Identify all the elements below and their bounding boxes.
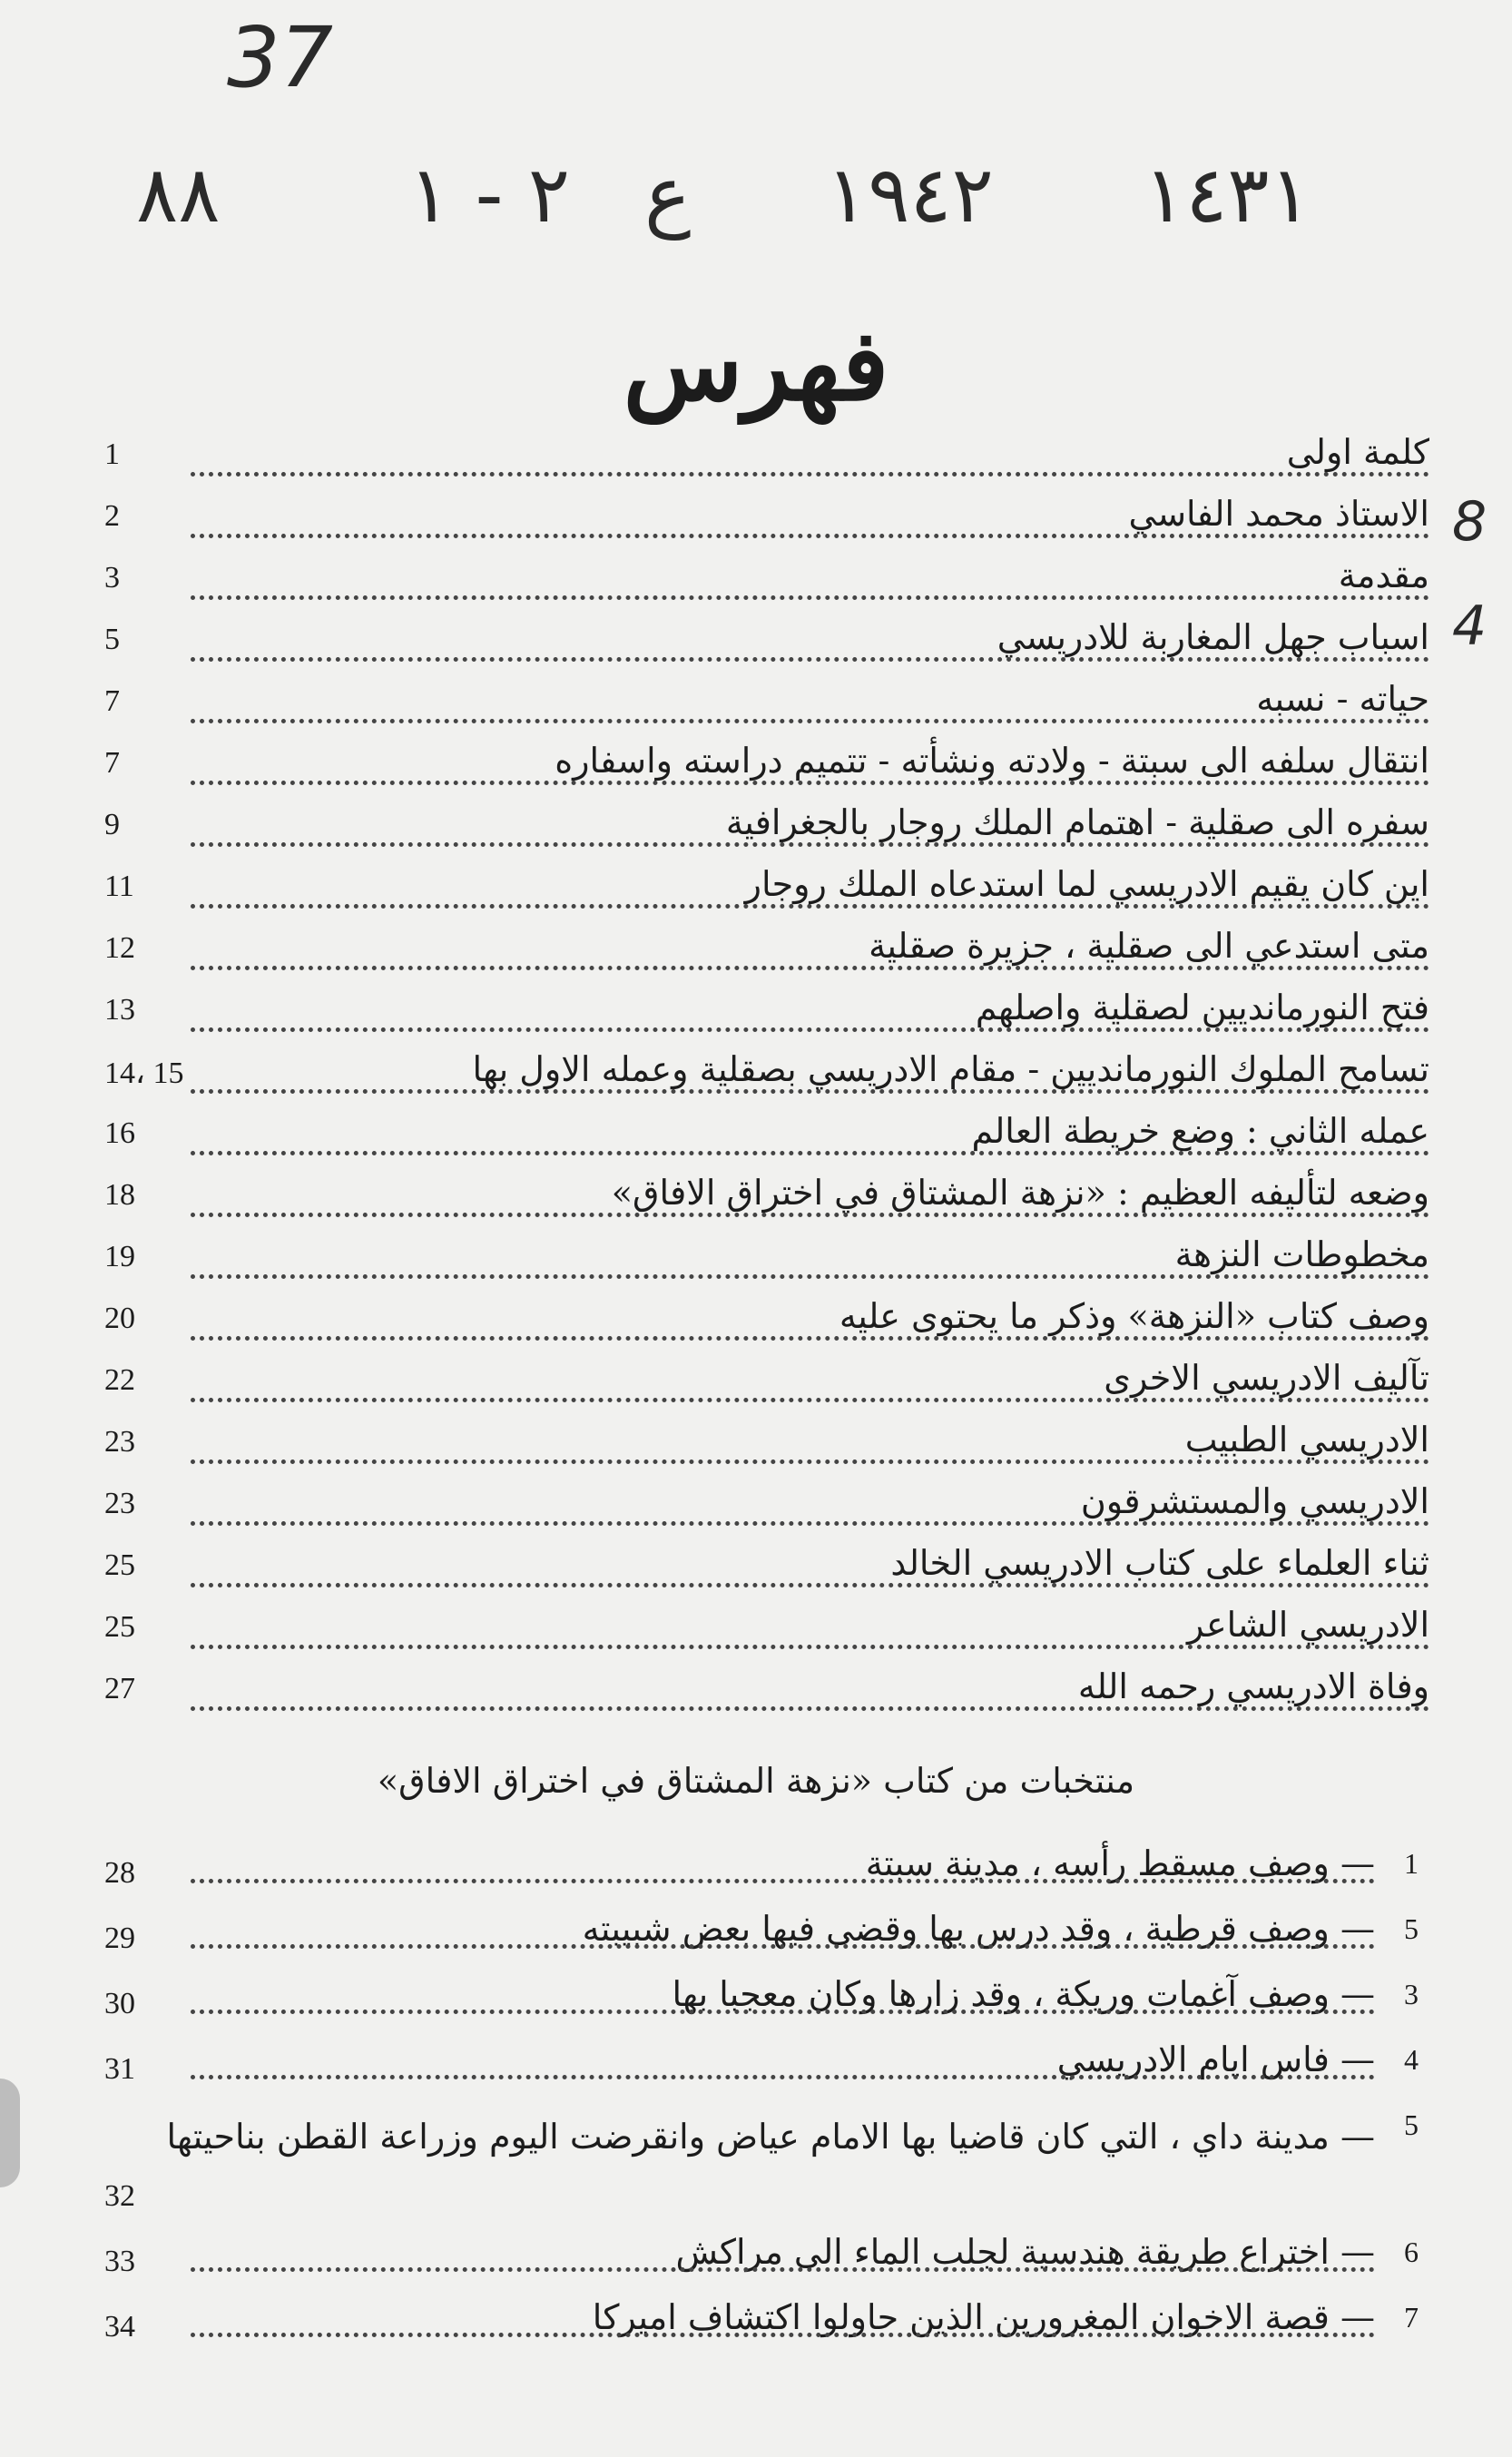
selection-entry [104,1838,1429,1903]
toc-entry [104,1167,1429,1229]
toc-entry [104,1538,1429,1599]
selection-entry [104,1903,1429,1969]
selection-entry [104,1969,1429,2034]
toc-page-number: 14، 15 [104,1057,184,1090]
selection-page-number: 34 [104,2310,135,2344]
selection-title: — قصة الاخوان المغرورين الذين حاولوا اكتشاف اميركا [580,2297,1375,2337]
toc-entry [104,1661,1429,1723]
selections-list [104,1838,1429,2357]
handwritten-mark: ٢ - ١ [408,150,571,241]
handwritten-mark: ١٩٤٢ [826,150,994,241]
page-title: فهرس [623,309,889,423]
toc-page-number: 12 [104,931,135,965]
dot-leader [191,1873,1375,1883]
toc-page-number: 23 [104,1425,135,1459]
toc-entry-title: اين كان يقيم الادريسي لما استدعاه الملك روجار [732,864,1429,904]
selection-index: 6 [1404,2236,1419,2268]
selection-index: 1 [1404,1847,1419,1880]
selection-title: — اختراع طريقة هندسية لجلب الماء الى مراكش [663,2232,1375,2272]
dot-leader [191,568,1429,600]
dot-leader [191,2004,1375,2014]
toc-page-number: 22 [104,1363,135,1397]
toc-page-number: 11 [104,870,134,903]
handwritten-mark: ١٤٣١ [1144,150,1311,241]
selection-title: — فاس ايام الادريسي [1045,2039,1375,2079]
toc-entry [104,1044,1429,1106]
toc-page-number: 27 [104,1672,135,1705]
toc-entry-title: انتقال سلفه الى سبتة - ولادته ونشأته - تتميم دراسته واسفاره [542,741,1429,781]
toc-entry-title: مخطوطات النزهة [1163,1234,1429,1274]
toc-page-number: 18 [104,1178,135,1212]
toc-entry [104,982,1429,1044]
toc-entry [104,488,1429,550]
handwritten-mark: ٨٨ [136,150,221,241]
toc-page-number: 7 [104,684,120,718]
toc-page-number: 19 [104,1240,135,1273]
toc-entry-title: ثناء العلماء على كتاب الادريسي الخالد [878,1543,1429,1583]
handwritten-catalog-line [136,150,1343,250]
selection-index: 5 [1404,2108,1419,2141]
selection-page-number: 29 [104,1921,135,1955]
toc-entry [104,1599,1429,1661]
toc-entry-title: الادريسي الشاعر [1174,1605,1429,1645]
toc-entry-title: الادريسي والمستشرقون [1068,1481,1429,1521]
selection-index: 5 [1404,1912,1419,1945]
toc-page-number: 25 [104,1548,135,1582]
toc-page-number: 7 [104,746,120,780]
selection-title: — مدينة داي ، التي كان قاضيا بها الامام عياض وانقرضت اليوم وزراعة القطن بناحيتها [166,2117,1375,2157]
toc-entry [104,1476,1429,1538]
toc-page-number: 16 [104,1116,135,1150]
toc-entry-title: اسباب جهل المغاربة للادريسي [985,617,1429,657]
toc-entry [104,673,1429,735]
selection-title: — وصف قرطبة ، وقد درس بها وقضى فيها بعض شبيبته [570,1909,1375,1949]
toc-page-number: 2 [104,499,120,533]
toc-entry [104,1106,1429,1167]
handwritten-page-number: 37 [227,9,334,106]
toc-entry-title: فتح النورمانديين لصقلية واصلهم [963,988,1429,1027]
selection-title: — وصف آغمات وريكة ، وقد زارها وكان معجبا بها [659,1974,1375,2014]
toc-entry-title: تآليف الادريسي الاخرى [1091,1358,1429,1398]
toc-entry [104,920,1429,982]
selection-title: — وصف مسقط رأسه ، مدينة سبتة [853,1843,1375,1883]
toc-entry-title: كلمة اولى [1274,432,1429,472]
selection-index: 4 [1404,2043,1419,2076]
selection-page-number: 32 [104,2179,135,2213]
handwritten-mark: ع [644,150,692,241]
toc-page-number: 20 [104,1302,135,1335]
selection-page-number: 28 [104,1856,135,1890]
toc-entry-title: وفاة الادريسي رحمه الله [1065,1666,1429,1706]
selection-entry [104,2099,1429,2226]
toc-entry-title: تسامح الملوك النورمانديين - مقام الادريسي بصقلية وعمله الاول بها [460,1049,1429,1089]
toc-entry [104,735,1429,797]
toc-entry [104,550,1429,612]
toc-entry-title: متى استدعي الى صقلية ، جزيرة صقلية [856,926,1429,966]
toc-entry [104,1352,1429,1414]
selection-index: 3 [1404,1978,1419,2010]
toc-page-number: 23 [104,1487,135,1520]
toc-entry-title: حياته - نسبه [1243,679,1429,719]
toc-page-number: 25 [104,1610,135,1644]
toc-entry-title: وضعه لتأليفه العظيم : «نزهة المشتاق في اختراق الافاق» [599,1173,1429,1213]
toc-entry-title: وصف كتاب «النزهة» وذكر ما يحتوى عليه [827,1296,1429,1336]
toc-entry [104,612,1429,673]
toc-entry [104,1291,1429,1352]
toc-entry [104,859,1429,920]
toc-entry-title: سفره الى صقلية - اهتمام الملك روجار بالجغرافية [713,802,1429,842]
toc-page-number: 5 [104,623,120,656]
toc-entry [104,1229,1429,1291]
selections-heading: منتخبات من كتاب «نزهة المشتاق في اختراق الافاق» [377,1761,1135,1801]
selection-entry [104,2034,1429,2099]
table-of-contents [104,427,1429,1723]
dot-leader [191,2262,1375,2272]
toc-page-number: 13 [104,993,135,1027]
toc-entry-title: الاستاذ محمد الفاسي [1116,494,1429,534]
toc-page-number: 1 [104,437,120,471]
selection-entry [104,2292,1429,2357]
dot-leader [191,2327,1375,2337]
toc-entry [104,427,1429,488]
toc-entry [104,797,1429,859]
selection-page-number: 33 [104,2245,135,2278]
toc-entry-title: مقدمة [1326,555,1429,595]
selection-entry [104,2226,1429,2292]
toc-entry-title: عمله الثاني : وضع خريطة العالم [958,1111,1429,1151]
margin-note: 4 [1452,595,1487,658]
selection-index: 7 [1404,2301,1419,2334]
selection-page-number: 31 [104,2052,135,2086]
toc-page-number: 9 [104,808,120,841]
scan-edge-shadow [0,2079,20,2187]
dot-leader [191,1939,1375,1949]
selection-page-number: 30 [104,1987,135,2020]
toc-entry-title: الادريسي الطبيب [1173,1420,1429,1459]
dot-leader [191,445,1429,477]
toc-page-number: 3 [104,561,120,595]
dot-leader [191,2069,1375,2079]
toc-entry [104,1414,1429,1476]
margin-note: 8 [1452,490,1487,554]
